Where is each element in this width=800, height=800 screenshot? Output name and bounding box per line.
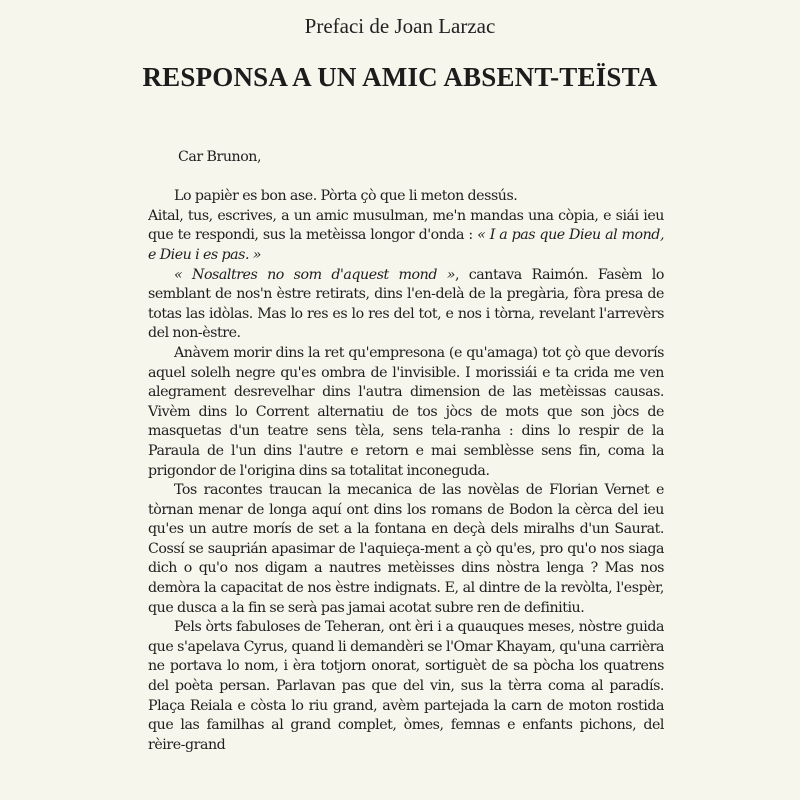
running-head: Prefaci de Joan Larzac — [304, 14, 496, 38]
paragraph-2 — [148, 207, 664, 266]
paragraph-2-text: Aital, tus, escrives, a un amic musulman, me'n mandas una còpia, e siái ieu que te respondi, sus la metèissa longor d'onda : — [148, 207, 664, 244]
chapter-title: RESPONSA A UN AMIC ABSENT-TEÏSTA — [142, 62, 658, 92]
paragraph-3-quote: « Nosaltres no som d'aquest mond » — [174, 266, 455, 283]
paragraph-5: Tos racontes traucan la mecanica de las novèlas de Florian Vernet e tòrnan menar de longa aquí ont dins los romans de Bodon la cèrca del ieu qu'es un autre morís de set a la fontana en deçà dels miralhs d'un Saurat. Cossí se sauprián apasimar de l'aquieça-ment a çò qu'es, pro qu'o nos siaga dich o qu'o nos digam a nautres metèisses dins nòstra lenga ? Mas nos demòra la capacitat de nos èstre indignats. E, al dintre de la revòlta, l'espèr, que dusca a la fin se serà pas jamai acotat subre ren de definitiu. — [148, 482, 664, 616]
paragraph-1: Lo papièr es bon ase. Pòrta çò que li meton dessús. — [174, 188, 518, 205]
paragraph-2-quote: « I a pas que Dieu al mond, e Dieu i es pas. » — [148, 227, 665, 263]
paragraph-3 — [148, 266, 664, 344]
paragraph-3-text: , cantava Raimón. Fasèm lo semblant de nos'n èstre retirats, dins l'en-delà de la pregària, fòra presa de totas las idòlas. Mas lo res es lo res del tot, e nos i tòrna, revelant l'arrevèrs del non-èstre. — [148, 266, 664, 342]
salutation: Car Brunon, — [178, 149, 262, 165]
letter-body — [148, 142, 664, 755]
paragraph-4: Anàvem morir dins la ret qu'empresona (e qu'amaga) tot çò que devorís aquel solelh negre qu'es ombra de l'invisible. I morissiái e ta crida me ven alegrament desrevelhar dins l'autra dimension de las metèissas causas. Vivèm dins lo Corrent alternatiu de tos jòcs de mots que son jòcs de masquetas d'un teatre sens tèla, sens tela-ranha : dins lo respir de la Paraula de l'un dins l'autre e retorn e mai semblèsse sens fin, coma la prigondor de l'origina dins sa totalitat inconeguda. — [148, 344, 664, 479]
paragraph-6: Pels òrts fabuloses de Teheran, ont èri i a quauques meses, nòstre guida que s'apelava Cyrus, quand li demandèri se l'Omar Khayam, qu'una carrièra ne portava lo nom, i èra totjorn onorat, sortiguèt de sa pòcha los quatrens del poèta persan. Parlavan pas que del vin, sus la tèrra coma al paradís. Plaça Reiala e còsta lo riu grand, avèm partejada la carn de moton rostida que las familhas al grand complet, òmes, femnas e enfants pichons, del rèire-grand — [148, 619, 664, 753]
